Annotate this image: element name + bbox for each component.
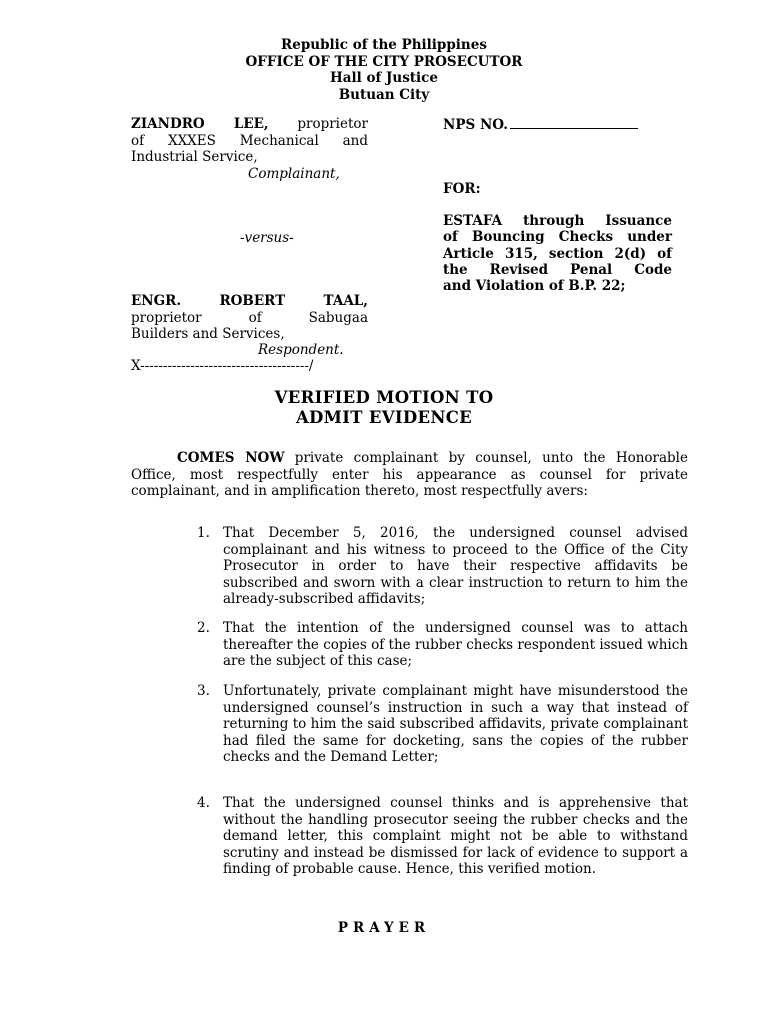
- charge-line2: of Bouncing Checks under: [443, 229, 672, 246]
- nps-blank-line: [510, 117, 638, 129]
- intro-lead: COMES NOW: [177, 450, 285, 466]
- list-item: [197, 795, 688, 878]
- list-item-text: Unfortunately, private complainant might have misunderstood the undersigned counsel’s instruction in such a way that instead of returning to him the said subscribed affidavits, private complainant had filed the same for docketing, sans the copies of the rubber checks and the Demand Letter;: [223, 683, 688, 766]
- complainant-line1: [131, 116, 368, 133]
- respondent-desc1: proprietor of Sabugaa: [131, 309, 368, 326]
- header-republic: Republic of the Philippines: [281, 37, 487, 53]
- list-item-number: 4.: [197, 795, 210, 811]
- respondent-desc2: Builders and Services,: [131, 326, 285, 342]
- list-item-text: That the intention of the undersigned counsel was to attach thereafter the copies of the rubber checks respondent issued which are the subject of this case;: [223, 620, 688, 670]
- complainant-tag: Complainant,: [248, 166, 340, 182]
- list-item: [197, 683, 688, 766]
- list-item-text: That December 5, 2016, the undersigned counsel advised complainant and his witness to proceed to the Office of the City Prosecutor in order to have their respective affidavits be subscribed and sworn with a clear instruction to return to him the already-subscribed affidavits;: [223, 525, 688, 608]
- nps-number-field: [443, 117, 638, 133]
- complainant-name: ZIANDRO LEE,: [131, 116, 269, 132]
- list-item: [197, 525, 688, 608]
- list-item-number: 1.: [197, 525, 210, 541]
- nps-label: NPS NO.: [443, 117, 508, 133]
- for-label: FOR:: [443, 181, 481, 197]
- prayer-heading: PRAYER: [337, 920, 431, 936]
- header-hall: Hall of Justice: [330, 70, 438, 86]
- complainant-block: [131, 116, 368, 166]
- intro-text: private complainant by counsel, unto the Honorable Office, most respectfully enter his appearance as counsel for private complainant, and in amplification thereto, most respectfully avers:: [131, 450, 688, 500]
- motion-title: [0, 388, 768, 428]
- motion-title-line2: ADMIT EVIDENCE: [295, 408, 473, 427]
- complainant-desc1: proprietor: [268, 116, 368, 132]
- complainant-desc3: Industrial Service,: [131, 149, 258, 165]
- list-item-number: 3.: [197, 683, 210, 699]
- charge-line4: the Revised Penal Code: [443, 261, 672, 278]
- versus-label: -versus-: [240, 230, 294, 246]
- respondent-tag: Respondent.: [258, 342, 344, 358]
- list-item-number: 2.: [197, 620, 210, 636]
- header-city: Butuan City: [338, 86, 430, 103]
- motion-title-line1: VERIFIED MOTION TO: [274, 388, 494, 407]
- charge-description: [443, 213, 672, 294]
- header-office: OFFICE OF THE CITY PROSECUTOR: [245, 53, 523, 70]
- charge-line5: and Violation of B.P. 22;: [443, 278, 626, 295]
- respondent-name: ENGR. ROBERT TAAL,: [131, 293, 368, 309]
- charge-line3: Article 315, section 2(d) of: [443, 245, 672, 262]
- charge-line1: ESTAFA through Issuance: [443, 213, 672, 229]
- document-header: [0, 37, 768, 103]
- list-item: [197, 620, 688, 670]
- list-item-text: That the undersigned counsel thinks and is apprehensive that without the handling prosecutor seeing the rubber checks and the demand letter, this complaint might not be able to withstand scrutiny and instead be dismissed for lack of evidence to support a finding of probable cause. Hence, this verified motion.: [223, 795, 688, 878]
- intro-paragraph: [131, 450, 688, 500]
- respondent-block: [131, 293, 368, 343]
- caption-end-line: X-------------------------------------/: [131, 358, 314, 374]
- complainant-desc2: of XXXES Mechanical and: [131, 132, 368, 149]
